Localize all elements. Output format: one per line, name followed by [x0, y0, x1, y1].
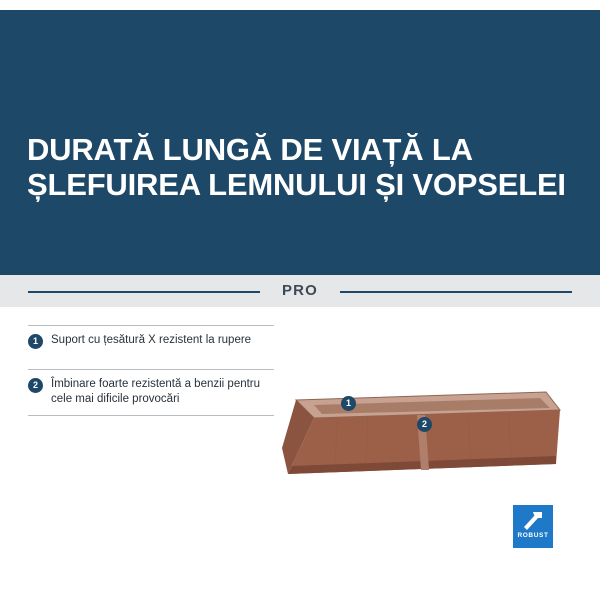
page-title: DURATĂ LUNGĂ DE VIAȚĂ LA ȘLEFUIREA LEMNULUI ȘI VOPSELEI — [27, 132, 566, 203]
hammer-icon — [521, 509, 545, 531]
feature-text-1: Suport cu țesătură X rezistent la rupere — [51, 334, 252, 346]
callout-marker-2: 2 — [417, 417, 432, 432]
product-illustration — [278, 378, 578, 498]
feature-text-2: Îmbinare foarte rezistentă a benzii pentru cele mai dificile provocări — [51, 378, 261, 406]
pro-label: PRO — [281, 282, 319, 299]
sanding-belt-icon — [278, 378, 578, 498]
brand-logo — [513, 505, 553, 548]
list-item — [28, 326, 274, 369]
feature-divider — [28, 415, 274, 416]
hero-panel — [0, 10, 600, 275]
callout-marker-1: 1 — [341, 396, 356, 411]
brand-logo-text: ROBUST — [517, 532, 549, 539]
feature-list — [28, 325, 274, 416]
list-item — [28, 370, 274, 415]
feature-bullet-1: 1 — [28, 334, 43, 349]
feature-bullet-2: 2 — [28, 378, 43, 393]
